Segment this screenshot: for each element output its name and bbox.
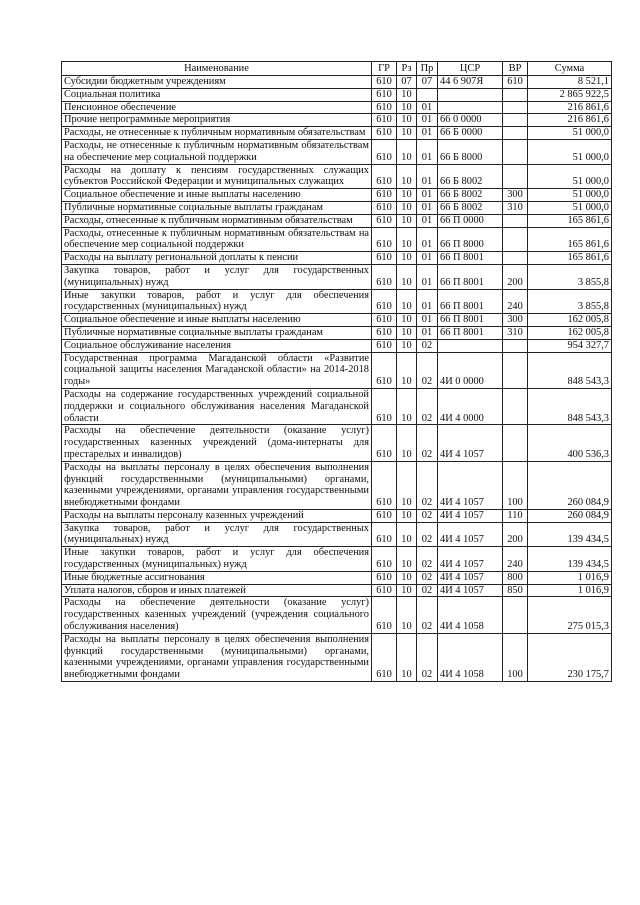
cell-csr: 4И 4 1057 xyxy=(438,571,503,584)
cell-name: Субсидии бюджетным учреждениям xyxy=(62,76,372,89)
cell-sum: 400 536,3 xyxy=(528,425,612,461)
cell-vr: 610 xyxy=(503,76,528,89)
cell-csr: 4И 4 1057 xyxy=(438,509,503,522)
cell-name: Расходы на обеспечение деятельности (оказание услуг) государственных казенных учреждений (учреждения социального обслуживания населения) xyxy=(62,597,372,633)
cell-gr: 610 xyxy=(372,571,397,584)
cell-rz: 10 xyxy=(397,139,417,164)
cell-pr: 01 xyxy=(417,114,438,127)
cell-name: Расходы на выплату региональной доплаты к пенсии xyxy=(62,252,372,265)
cell-sum: 51 000,0 xyxy=(528,189,612,202)
cell-pr: 01 xyxy=(417,326,438,339)
cell-name: Иные закупки товаров, работ и услуг для обеспечения государственных (муниципальных) нужд xyxy=(62,547,372,572)
cell-gr: 610 xyxy=(372,264,397,289)
cell-rz: 07 xyxy=(397,76,417,89)
cell-rz: 10 xyxy=(397,189,417,202)
table-row xyxy=(62,597,612,633)
cell-sum: 260 084,9 xyxy=(528,461,612,509)
cell-rz: 10 xyxy=(397,201,417,214)
cell-gr: 610 xyxy=(372,509,397,522)
cell-rz: 10 xyxy=(397,522,417,547)
cell-vr xyxy=(503,101,528,114)
table-row xyxy=(62,214,612,227)
cell-csr: 66 Б 8002 xyxy=(438,201,503,214)
cell-rz: 10 xyxy=(397,633,417,681)
cell-gr: 610 xyxy=(372,189,397,202)
cell-pr: 02 xyxy=(417,339,438,352)
table-row xyxy=(62,388,612,424)
cell-vr: 110 xyxy=(503,509,528,522)
cell-pr: 01 xyxy=(417,127,438,140)
cell-sum: 848 543,3 xyxy=(528,388,612,424)
cell-pr: 01 xyxy=(417,201,438,214)
cell-vr xyxy=(503,127,528,140)
header-pr: Пр xyxy=(417,62,438,76)
cell-csr: 4И 4 1058 xyxy=(438,633,503,681)
table-row xyxy=(62,289,612,314)
cell-rz: 10 xyxy=(397,289,417,314)
cell-pr: 02 xyxy=(417,388,438,424)
header-name: Наименование xyxy=(62,62,372,76)
cell-name: Расходы на выплаты персоналу в целях обеспечения выполнения функций государственными (муниципальными) органами, казенными учреждениями, органами управления государственными внебюджетными фондами xyxy=(62,461,372,509)
cell-sum: 260 084,9 xyxy=(528,509,612,522)
cell-sum: 51 000,0 xyxy=(528,139,612,164)
cell-sum: 139 434,5 xyxy=(528,547,612,572)
cell-rz: 10 xyxy=(397,584,417,597)
cell-sum: 1 016,9 xyxy=(528,584,612,597)
table-row xyxy=(62,227,612,252)
header-vr: ВР xyxy=(503,62,528,76)
table-row xyxy=(62,127,612,140)
cell-gr: 610 xyxy=(372,461,397,509)
cell-pr: 02 xyxy=(417,522,438,547)
cell-gr: 610 xyxy=(372,127,397,140)
cell-sum: 162 005,8 xyxy=(528,326,612,339)
table-row xyxy=(62,101,612,114)
cell-gr: 610 xyxy=(372,101,397,114)
cell-rz: 10 xyxy=(397,339,417,352)
cell-csr: 66 П 0000 xyxy=(438,214,503,227)
cell-name: Расходы на обеспечение деятельности (оказание услуг) государственных казенных учреждений (дома-интернаты для престарелых и инвалидов) xyxy=(62,425,372,461)
cell-vr xyxy=(503,388,528,424)
cell-name: Расходы на выплаты персоналу в целях обеспечения выполнения функций государственными (муниципальными) органами, казенными учреждениями, органами управления государственными внебюджетными фондами xyxy=(62,633,372,681)
cell-pr xyxy=(417,88,438,101)
cell-pr: 01 xyxy=(417,227,438,252)
cell-sum: 216 861,6 xyxy=(528,114,612,127)
cell-pr: 02 xyxy=(417,597,438,633)
cell-name: Социальное обеспечение и иные выплаты населению xyxy=(62,314,372,327)
cell-vr xyxy=(503,252,528,265)
cell-sum: 848 543,3 xyxy=(528,352,612,388)
cell-vr xyxy=(503,425,528,461)
cell-vr: 800 xyxy=(503,571,528,584)
cell-csr: 66 Б 8000 xyxy=(438,139,503,164)
cell-rz: 10 xyxy=(397,326,417,339)
cell-pr: 02 xyxy=(417,633,438,681)
cell-csr: 4И 4 1057 xyxy=(438,425,503,461)
cell-name: Закупка товаров, работ и услуг для государственных (муниципальных) нужд xyxy=(62,522,372,547)
cell-gr: 610 xyxy=(372,88,397,101)
cell-name: Расходы, не отнесенные к публичным нормативным обязательствам xyxy=(62,127,372,140)
cell-gr: 610 xyxy=(372,326,397,339)
cell-csr: 66 П 8001 xyxy=(438,314,503,327)
cell-vr xyxy=(503,339,528,352)
cell-gr: 610 xyxy=(372,339,397,352)
cell-gr: 610 xyxy=(372,76,397,89)
cell-name: Иные закупки товаров, работ и услуг для обеспечения государственных (муниципальных) нужд xyxy=(62,289,372,314)
cell-vr xyxy=(503,164,528,189)
cell-vr: 240 xyxy=(503,547,528,572)
cell-sum: 162 005,8 xyxy=(528,314,612,327)
table-row xyxy=(62,509,612,522)
header-sum: Сумма xyxy=(528,62,612,76)
cell-csr: 66 Б 8002 xyxy=(438,164,503,189)
cell-gr: 610 xyxy=(372,584,397,597)
cell-csr: 4И 4 1057 xyxy=(438,547,503,572)
table-row xyxy=(62,164,612,189)
cell-sum: 3 855,8 xyxy=(528,289,612,314)
cell-pr: 01 xyxy=(417,289,438,314)
cell-pr: 02 xyxy=(417,425,438,461)
cell-pr: 02 xyxy=(417,461,438,509)
cell-vr: 300 xyxy=(503,189,528,202)
cell-pr: 07 xyxy=(417,76,438,89)
cell-gr: 610 xyxy=(372,139,397,164)
cell-pr: 02 xyxy=(417,571,438,584)
table-row xyxy=(62,114,612,127)
table-row xyxy=(62,189,612,202)
cell-csr: 44 6 907Я xyxy=(438,76,503,89)
cell-rz: 10 xyxy=(397,425,417,461)
cell-rz: 10 xyxy=(397,164,417,189)
cell-sum: 216 861,6 xyxy=(528,101,612,114)
cell-pr: 01 xyxy=(417,214,438,227)
cell-csr: 66 П 8001 xyxy=(438,289,503,314)
cell-rz: 10 xyxy=(397,352,417,388)
header-rz: Рз xyxy=(397,62,417,76)
cell-rz: 10 xyxy=(397,101,417,114)
cell-pr: 02 xyxy=(417,352,438,388)
cell-vr xyxy=(503,597,528,633)
cell-rz: 10 xyxy=(397,88,417,101)
cell-pr: 02 xyxy=(417,547,438,572)
table-row xyxy=(62,326,612,339)
cell-name: Социальное обеспечение и иные выплаты населению xyxy=(62,189,372,202)
table-header-row xyxy=(62,62,612,76)
cell-gr: 610 xyxy=(372,289,397,314)
cell-sum: 165 861,6 xyxy=(528,214,612,227)
cell-sum: 1 016,9 xyxy=(528,571,612,584)
cell-csr: 66 Б 0000 xyxy=(438,127,503,140)
cell-vr: 850 xyxy=(503,584,528,597)
cell-vr: 240 xyxy=(503,289,528,314)
cell-gr: 610 xyxy=(372,201,397,214)
cell-pr: 01 xyxy=(417,164,438,189)
cell-rz: 10 xyxy=(397,597,417,633)
cell-csr xyxy=(438,101,503,114)
table-row xyxy=(62,88,612,101)
cell-gr: 610 xyxy=(372,522,397,547)
cell-csr: 4И 4 1058 xyxy=(438,597,503,633)
table-row xyxy=(62,139,612,164)
cell-csr: 4И 0 0000 xyxy=(438,352,503,388)
cell-sum: 139 434,5 xyxy=(528,522,612,547)
cell-csr: 4И 4 1057 xyxy=(438,461,503,509)
cell-sum: 8 521,1 xyxy=(528,76,612,89)
cell-csr xyxy=(438,339,503,352)
cell-name: Публичные нормативные социальные выплаты гражданам xyxy=(62,201,372,214)
cell-pr: 01 xyxy=(417,101,438,114)
table-row xyxy=(62,633,612,681)
cell-vr xyxy=(503,139,528,164)
header-csr: ЦСР xyxy=(438,62,503,76)
cell-rz: 10 xyxy=(397,264,417,289)
cell-name: Расходы, отнесенные к публичным нормативным обязательствам xyxy=(62,214,372,227)
cell-csr: 4И 4 0000 xyxy=(438,388,503,424)
cell-name: Социальное обслуживание населения xyxy=(62,339,372,352)
cell-vr: 310 xyxy=(503,326,528,339)
cell-vr: 300 xyxy=(503,314,528,327)
table-row xyxy=(62,461,612,509)
cell-csr: 66 П 8000 xyxy=(438,227,503,252)
cell-rz: 10 xyxy=(397,252,417,265)
cell-name: Расходы на содержание государственных учреждений социальной поддержки и социального обслуживания населения Магаданской области xyxy=(62,388,372,424)
cell-pr: 01 xyxy=(417,314,438,327)
cell-rz: 10 xyxy=(397,114,417,127)
cell-name: Уплата налогов, сборов и иных платежей xyxy=(62,584,372,597)
cell-rz: 10 xyxy=(397,388,417,424)
cell-gr: 610 xyxy=(372,352,397,388)
cell-name: Закупка товаров, работ и услуг для государственных (муниципальных) нужд xyxy=(62,264,372,289)
document-page xyxy=(61,61,611,682)
cell-rz: 10 xyxy=(397,461,417,509)
cell-name: Прочие непрограммные мероприятия xyxy=(62,114,372,127)
cell-vr: 100 xyxy=(503,461,528,509)
table-row xyxy=(62,339,612,352)
cell-sum: 165 861,6 xyxy=(528,252,612,265)
cell-pr: 02 xyxy=(417,584,438,597)
cell-name: Пенсионное обеспечение xyxy=(62,101,372,114)
cell-sum: 51 000,0 xyxy=(528,201,612,214)
cell-sum: 275 015,3 xyxy=(528,597,612,633)
cell-csr: 66 П 8001 xyxy=(438,252,503,265)
cell-rz: 10 xyxy=(397,127,417,140)
table-row xyxy=(62,571,612,584)
table-row xyxy=(62,252,612,265)
cell-pr: 02 xyxy=(417,509,438,522)
header-gr: ГР xyxy=(372,62,397,76)
cell-gr: 610 xyxy=(372,252,397,265)
cell-csr: 66 Б 8002 xyxy=(438,189,503,202)
budget-table xyxy=(61,61,612,682)
cell-rz: 10 xyxy=(397,509,417,522)
cell-vr xyxy=(503,88,528,101)
table-row xyxy=(62,352,612,388)
cell-pr: 01 xyxy=(417,252,438,265)
cell-vr: 200 xyxy=(503,264,528,289)
cell-gr: 610 xyxy=(372,114,397,127)
cell-gr: 610 xyxy=(372,227,397,252)
cell-name: Расходы на доплату к пенсиям государственных служащих субъектов Российской Федерации и муниципальных служащих xyxy=(62,164,372,189)
cell-rz: 10 xyxy=(397,214,417,227)
cell-sum: 51 000,0 xyxy=(528,164,612,189)
cell-gr: 610 xyxy=(372,633,397,681)
cell-name: Расходы, не отнесенные к публичным нормативным обязательствам на обеспечение мер социальной поддержки xyxy=(62,139,372,164)
cell-rz: 10 xyxy=(397,227,417,252)
cell-name: Расходы на выплаты персоналу казенных учреждений xyxy=(62,509,372,522)
cell-rz: 10 xyxy=(397,314,417,327)
cell-sum: 954 327,7 xyxy=(528,339,612,352)
cell-pr: 01 xyxy=(417,264,438,289)
cell-csr: 66 0 0000 xyxy=(438,114,503,127)
cell-name: Расходы, отнесенные к публичным нормативным обязательствам на обеспечение мер социальной поддержки xyxy=(62,227,372,252)
table-row xyxy=(62,76,612,89)
cell-sum: 3 855,8 xyxy=(528,264,612,289)
cell-vr: 100 xyxy=(503,633,528,681)
table-body xyxy=(62,76,612,682)
cell-name: Публичные нормативные социальные выплаты гражданам xyxy=(62,326,372,339)
table-row xyxy=(62,201,612,214)
cell-csr: 4И 4 1057 xyxy=(438,584,503,597)
cell-sum: 51 000,0 xyxy=(528,127,612,140)
cell-name: Государственная программа Магаданской области «Развитие социальной защиты населения Магаданской области» на 2014-2018 годы» xyxy=(62,352,372,388)
table-row xyxy=(62,547,612,572)
cell-gr: 610 xyxy=(372,214,397,227)
table-row xyxy=(62,522,612,547)
cell-pr: 01 xyxy=(417,189,438,202)
table-row xyxy=(62,584,612,597)
cell-name: Социальная политика xyxy=(62,88,372,101)
cell-vr xyxy=(503,352,528,388)
cell-csr: 66 П 8001 xyxy=(438,264,503,289)
cell-csr xyxy=(438,88,503,101)
table-row xyxy=(62,264,612,289)
cell-rz: 10 xyxy=(397,571,417,584)
cell-sum: 2 865 922,5 xyxy=(528,88,612,101)
cell-vr xyxy=(503,114,528,127)
cell-vr xyxy=(503,227,528,252)
cell-sum: 230 175,7 xyxy=(528,633,612,681)
cell-gr: 610 xyxy=(372,547,397,572)
cell-vr: 200 xyxy=(503,522,528,547)
table-row xyxy=(62,314,612,327)
cell-gr: 610 xyxy=(372,597,397,633)
cell-pr: 01 xyxy=(417,139,438,164)
cell-csr: 4И 4 1057 xyxy=(438,522,503,547)
cell-gr: 610 xyxy=(372,388,397,424)
cell-gr: 610 xyxy=(372,425,397,461)
cell-name: Иные бюджетные ассигнования xyxy=(62,571,372,584)
cell-gr: 610 xyxy=(372,164,397,189)
cell-vr xyxy=(503,214,528,227)
cell-csr: 66 П 8001 xyxy=(438,326,503,339)
cell-vr: 310 xyxy=(503,201,528,214)
table-row xyxy=(62,425,612,461)
cell-gr: 610 xyxy=(372,314,397,327)
cell-rz: 10 xyxy=(397,547,417,572)
cell-sum: 165 861,6 xyxy=(528,227,612,252)
